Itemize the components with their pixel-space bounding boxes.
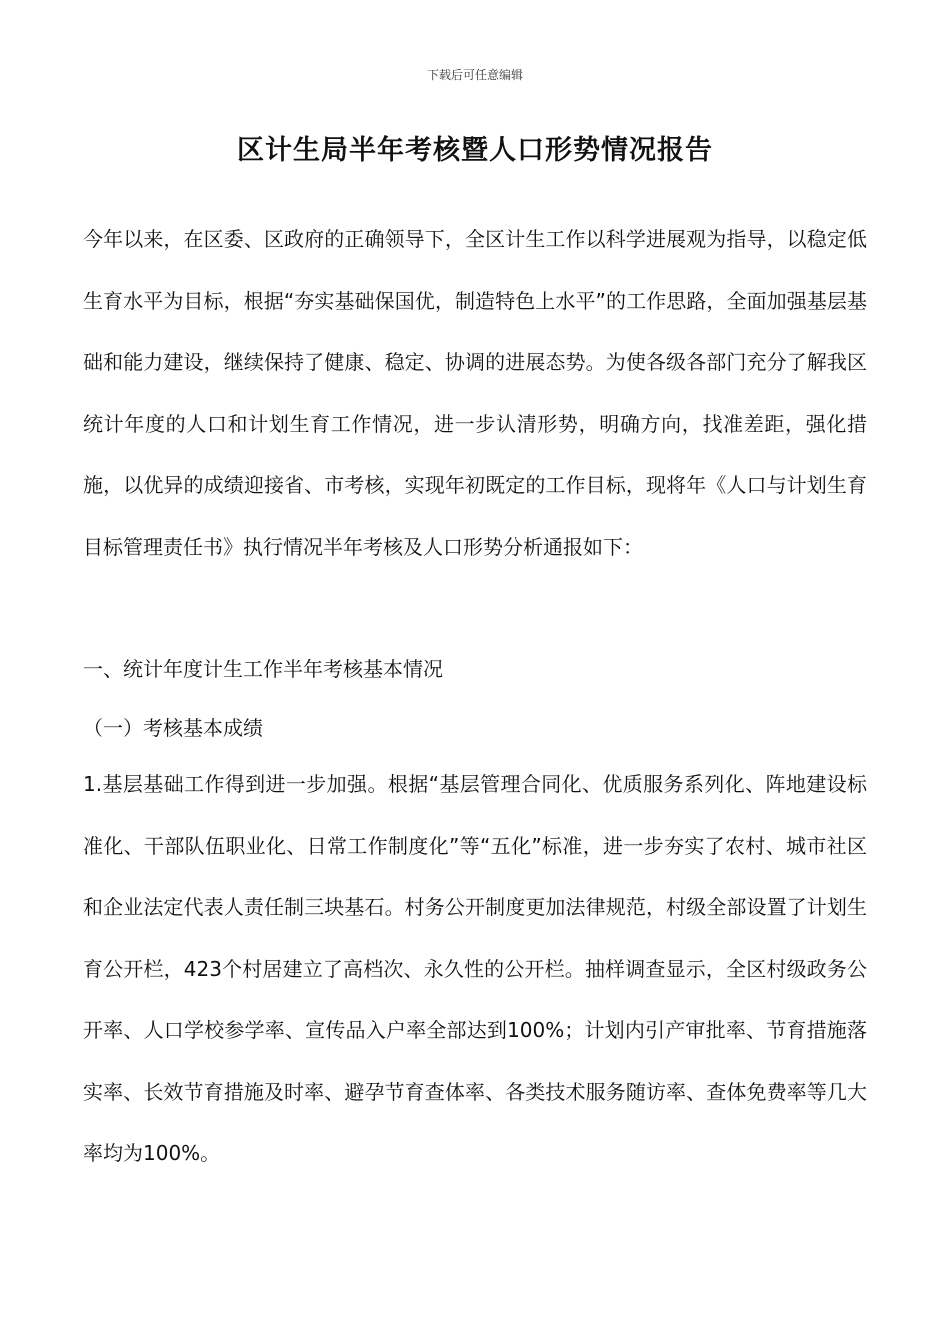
- intro-paragraph: 今年以来，在区委、区政府的正确领导下，全区计生工作以科学进展观为指导，以稳定低生育水平为目标，根据“夯实基础保国优，制造特色上水平”的工作思路，全面加强基层基础和能力建设，继续保持了健康、稳定、协调的进展态势。为使各级各部门充分了解我区统计年度的人口和计划生育工作情况，进一步认清形势，明确方向，找准差距，强化措施，以优异的成绩迎接省、市考核，实现年初既定的工作目标，现将年《人口与计划生育目标管理责任书》执行情况半年考核及人口形势分析通报如下：: [83, 227, 867, 559]
- document-title: 区计生局半年考核暨人口形势情况报告: [237, 135, 713, 166]
- item-1-paragraph: 1.基层基础工作得到进一步加强。根据“基层管理合同化、优质服务系列化、阵地建设标准化、干部队伍职业化、日常工作制度化”等“五化”标准，进一步夯实了农村、城市社区和企业法定代表人责任制三块基石。村务公开制度更加法律规范，村级全部设置了计划生育公开栏，423个村居建立了高档次、永久性的公开栏。抽样调查显示，全区村级政务公开率、人口学校参学率、宣传品入户率全部达到100%；计划内引产审批率、节育措施落实率、长效节育措施及时率、避孕节育查体率、各类技术服务随访率、查体免费率等几大率均为100%。: [83, 772, 867, 1165]
- header-note: 下载后可任意编辑: [426, 68, 523, 82]
- subsection-heading: （一）考核基本成绩: [83, 716, 263, 740]
- section-heading: 一、统计年度计生工作半年考核基本情况: [83, 657, 443, 681]
